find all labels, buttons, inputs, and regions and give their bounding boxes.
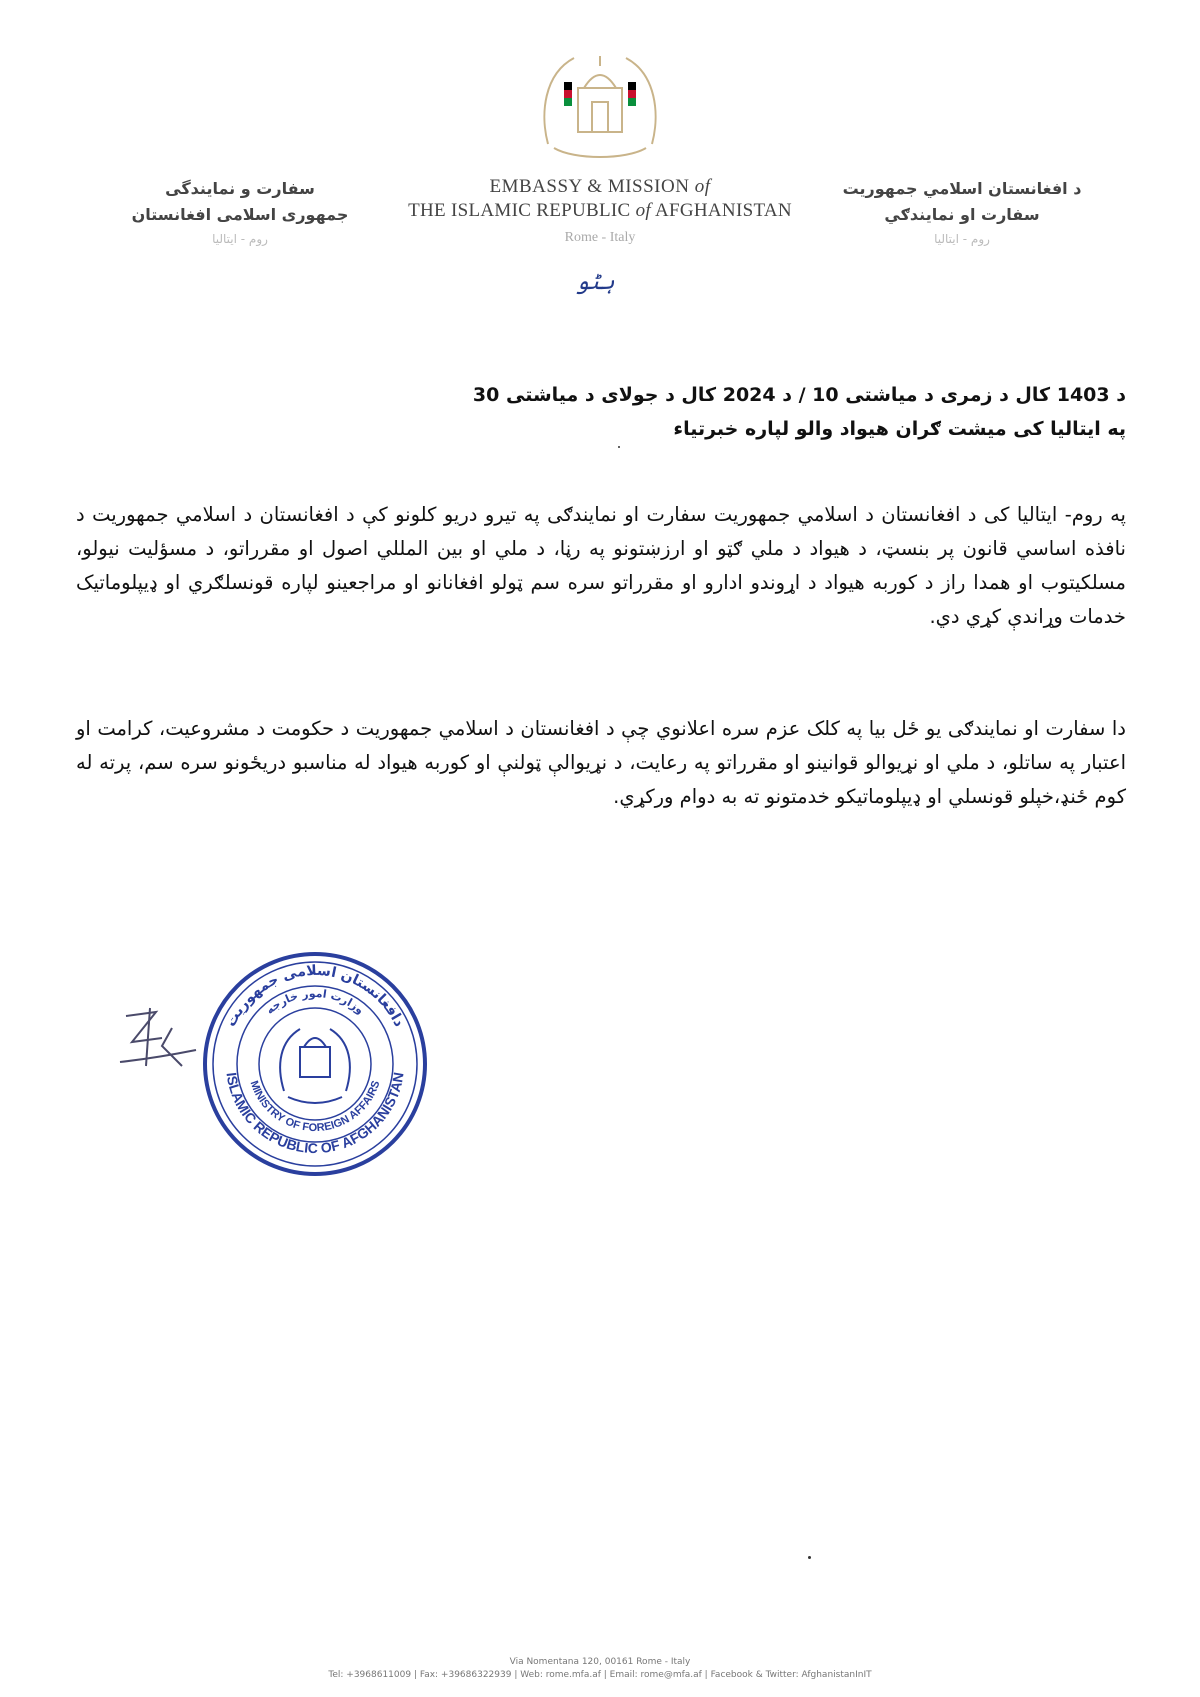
afghanistan-emblem-icon (534, 44, 666, 162)
svg-text:وزارت امور خارجه: وزارت امور خارجه (263, 986, 367, 1017)
header-dari-line3: روم - ایتالیا (212, 232, 268, 246)
official-stamp-icon (196, 945, 434, 1183)
header-dari-line2: جمهوری اسلامی افغانستان (131, 205, 349, 224)
header-pashto-line2: سفارت او نمايندګي (884, 205, 1040, 224)
header-pashto-line1: د افغانستان اسلامي جمهوريت (842, 179, 1082, 198)
svg-text:MINISTRY OF FOREIGN AFFAIRS: MINISTRY OF FOREIGN AFFAIRS (247, 1079, 383, 1135)
speck-2 (618, 446, 620, 448)
body-paragraph-1: په روم- ایتالیا کی د افغانستان د اسلامي جمهوریت سفارت او نمایندګی په تیرو دریو کلونو کې د افغانستان د اسلامي جمهوریت د نافذه اساسي قانون پر بنسټ، د هیواد د ملي ګټو او ارزښتونو په رڼا، د ملي او بین المللي اصول او مقرراتو، د مسؤلیت نیولو، مسلکیتوب او همدا راز د کوربه هیواد د اړوندو ادارو او مقرراتو سره سم ټولو افغانانو او مراجعینو لپاره قونسلګري او ډیپلوماتیک خدمات وړاندې کړي دي. (76, 503, 1126, 628)
speck-1 (808, 1556, 811, 1559)
handwritten-mark: ہٹو (576, 270, 615, 295)
footer (0, 1656, 1200, 1682)
header-english-line1: EMBASSY & MISSION of (489, 176, 711, 197)
header-english (380, 176, 820, 246)
header-dari (110, 176, 370, 250)
svg-text:ISLAMIC REPUBLIC OF AFGHANISTA: ISLAMIC REPUBLIC OF AFGHANISTAN (223, 1071, 407, 1157)
footer-contacts: Tel: +3968611009 | Fax: +39686322939 | Web: rome.mfa.af | Email: rome@mfa.af | Facebook & Twitter: AfghanistanInIT (328, 1670, 872, 1680)
date-line: د 1403 کال د زمری د میاشتی 10 / د 2024 کال د جولای د میاشتی 30 (472, 384, 1126, 406)
date-subject-block (226, 378, 1126, 446)
header-english-line2: THE ISLAMIC REPUBLIC of AFGHANISTAN (408, 200, 792, 221)
footer-address: Via Nomentana 120, 00161 Rome - Italy (509, 1657, 691, 1667)
header-dari-line1: سفارت و نمایندگی (165, 179, 315, 198)
signature-icon (116, 1002, 206, 1072)
subject-line: په ایتالیا کی میشت ګران هیواد والو لپاره خبرتیاء (673, 418, 1126, 440)
svg-text:دافغانستان اسلامی جمهوریت: دافغانستان اسلامی جمهوریت (222, 962, 408, 1030)
header-english-city: Rome - Italy (564, 230, 636, 245)
body-paragraph-2: دا سفارت او نمایندګی یو ځل بیا په کلک عزم سره اعلانوي چې د افغانستان د اسلامي جمهوریت د حکومت د مشروعیت، کرامت او اعتبار په ساتلو، د ملي او نړیوالو قوانینو او مقرراتو په رعایت، د نړیوالې ټولنې او کوربه هیواد له مناسبو دریځونو سره سم، پرته له کوم ځنډ،خپلو قونسلي او ډیپلوماتیکو خدمتونو ته به دوام ورکړي. (76, 717, 1126, 808)
header-pashto-line3: روم - ایتالیا (934, 232, 990, 246)
header-pashto (832, 176, 1092, 250)
